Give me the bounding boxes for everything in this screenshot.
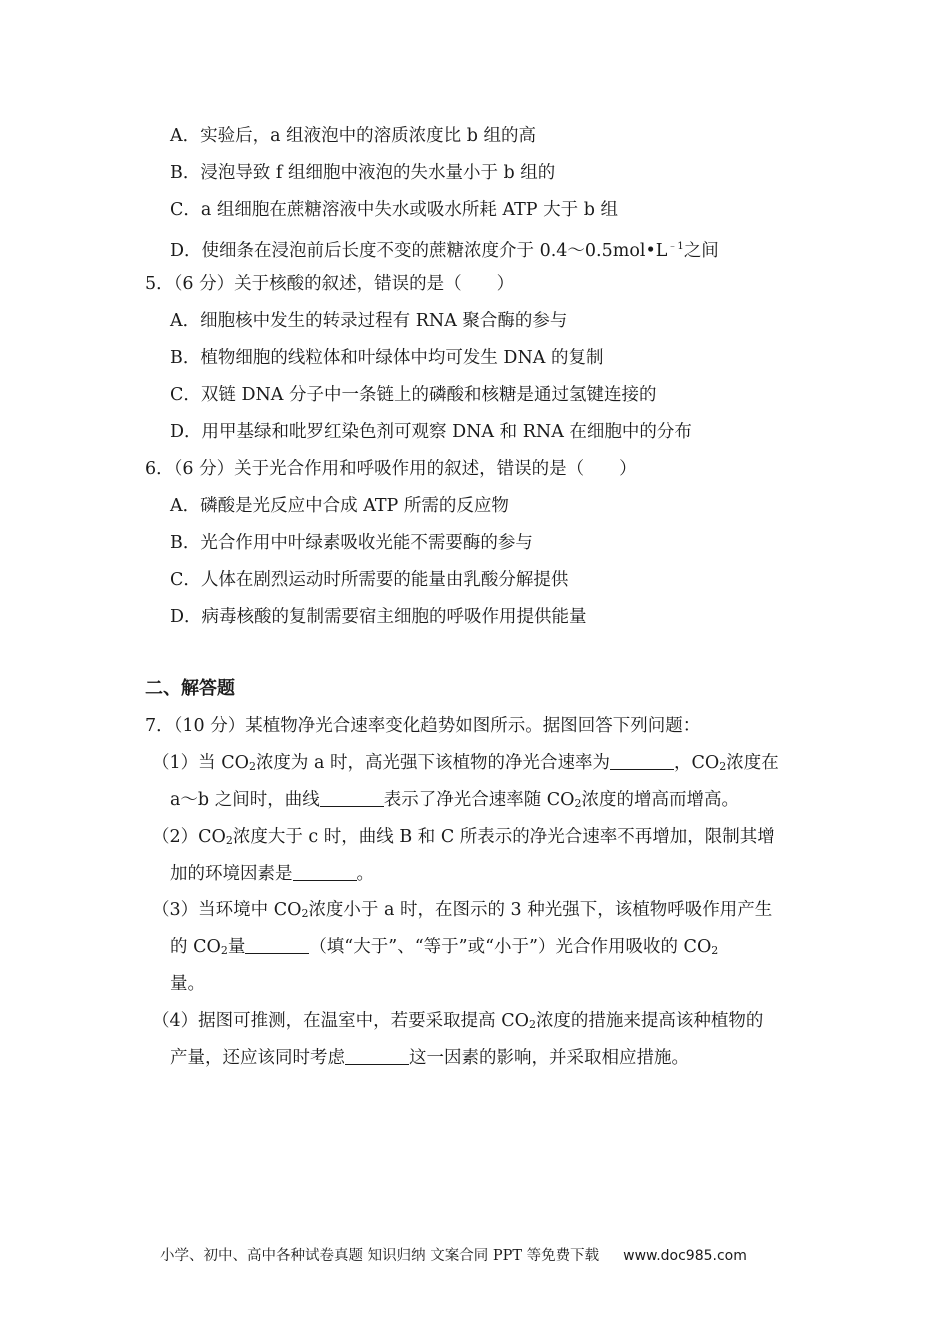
q7-text: 浓度小于 a 时，在图示的 3 种光强下，该植物呼吸作用产生 [308, 900, 773, 920]
subscript: 2 [248, 760, 256, 773]
q7-text: （2）CO [152, 827, 226, 847]
q7-part1-line1 [152, 751, 779, 779]
q7-text: 量 [227, 937, 246, 957]
q7-text: 浓度的增高而增高。 [581, 790, 740, 810]
q7-stem: 7．（10 分）某植物净光合速率变化趋势如图所示。据图回答下列问题： [145, 716, 701, 736]
footer-url[interactable]: www.doc985.com [623, 1248, 747, 1264]
answer-blank[interactable] [293, 862, 357, 881]
q7-part1-line2 [170, 788, 739, 816]
q7-text: ，CO [674, 753, 720, 773]
q7-text: 产量，还应该同时考虑 [170, 1048, 345, 1068]
answer-blank[interactable] [245, 935, 309, 954]
q4-option-a: A．实验后，a 组液泡中的溶质浓度比 b 组的高 [170, 126, 536, 146]
q7-text: 加的环境因素是 [170, 864, 293, 884]
q7-text: 这一因素的影响，并采取相应措施。 [409, 1048, 689, 1068]
answer-blank[interactable] [320, 788, 384, 807]
q6-option-b: B．光合作用中叶绿素吸收光能不需要酶的参与 [170, 533, 533, 553]
answer-blank[interactable] [345, 1046, 409, 1065]
page-footer [160, 1244, 747, 1265]
subscript: 2 [301, 907, 309, 920]
q7-text: 浓度为 a 时，高光强下该植物的净光合速率为 [255, 753, 610, 773]
q7-part3-line3: 量。 [170, 974, 205, 994]
q7-text: 的 CO [170, 937, 221, 957]
q7-text: a～b 之间时，曲线 [170, 790, 320, 810]
q4-option-d-tail: 之间 [683, 241, 719, 261]
q4-option-d [170, 235, 719, 263]
subscript: 2 [574, 797, 582, 810]
q7-text: （填“大于”、“等于”或“小于”）光合作用吸收的 CO [309, 937, 712, 957]
q5-option-c: C．双链 DNA 分子中一条链上的磷酸和核糖是通过氢键连接的 [170, 385, 657, 405]
q7-text: （3）当环境中 CO [152, 900, 302, 920]
subscript: 2 [719, 760, 727, 773]
q5-stem: 5．（6 分）关于核酸的叙述，错误的是（ ） [145, 274, 515, 294]
subscript: 2 [220, 944, 228, 957]
q7-part2-line2 [170, 862, 374, 886]
superscript: ﹣1 [667, 241, 684, 252]
q4-option-d-text: D．使细条在浸泡前后长度不变的蔗糖浓度介于 0.4～0.5mol•L [170, 241, 668, 261]
q6-stem: 6．（6 分）关于光合作用和呼吸作用的叙述，错误的是（ ） [145, 459, 637, 479]
q5-option-d: D．用甲基绿和吡罗红染色剂可观察 DNA 和 RNA 在细胞中的分布 [170, 422, 692, 442]
q7-text: （4）据图可推测，在温室中，若要采取提高 CO [152, 1011, 529, 1031]
q5-option-b: B．植物细胞的线粒体和叶绿体中均可发生 DNA 的复制 [170, 348, 604, 368]
q7-text: （1）当 CO [152, 753, 249, 773]
footer-text: 小学、初中、高中各种试卷真题 知识归纳 文案合同 PPT 等免费下载 [160, 1248, 600, 1264]
subscript: 2 [225, 834, 233, 847]
q7-text: 表示了净光合速率随 CO [383, 790, 575, 810]
q4-option-b: B．浸泡导致 f 组细胞中液泡的失水量小于 b 组的 [170, 163, 556, 183]
q7-part4-line2 [170, 1046, 689, 1070]
q4-option-c: C．a 组细胞在蔗糖溶液中失水或吸水所耗 ATP 大于 b 组 [170, 200, 618, 220]
q6-option-c: C．人体在剧烈运动时所需要的能量由乳酸分解提供 [170, 570, 569, 590]
q6-option-d: D．病毒核酸的复制需要宿主细胞的呼吸作用提供能量 [170, 607, 587, 627]
q7-part2-line1 [152, 825, 775, 853]
q7-text: 浓度的措施来提高该种植物的 [535, 1011, 764, 1031]
section-heading: 二、解答题 [145, 678, 235, 699]
answer-blank[interactable] [610, 751, 674, 770]
q7-part3-line2 [170, 935, 718, 963]
q7-part4-line1 [152, 1009, 763, 1037]
q7-text: 浓度大于 c 时，曲线 B 和 C 所表示的净光合速率不再增加，限制其增 [232, 827, 775, 847]
q7-part3-line1 [152, 898, 772, 926]
subscript: 2 [711, 944, 719, 957]
q7-text: 。 [356, 864, 374, 884]
q6-option-a: A．磷酸是光反应中合成 ATP 所需的反应物 [170, 496, 509, 516]
q5-option-a: A．细胞核中发生的转录过程有 RNA 聚合酶的参与 [170, 311, 568, 331]
subscript: 2 [528, 1018, 536, 1031]
q7-text: 浓度在 [726, 753, 779, 773]
